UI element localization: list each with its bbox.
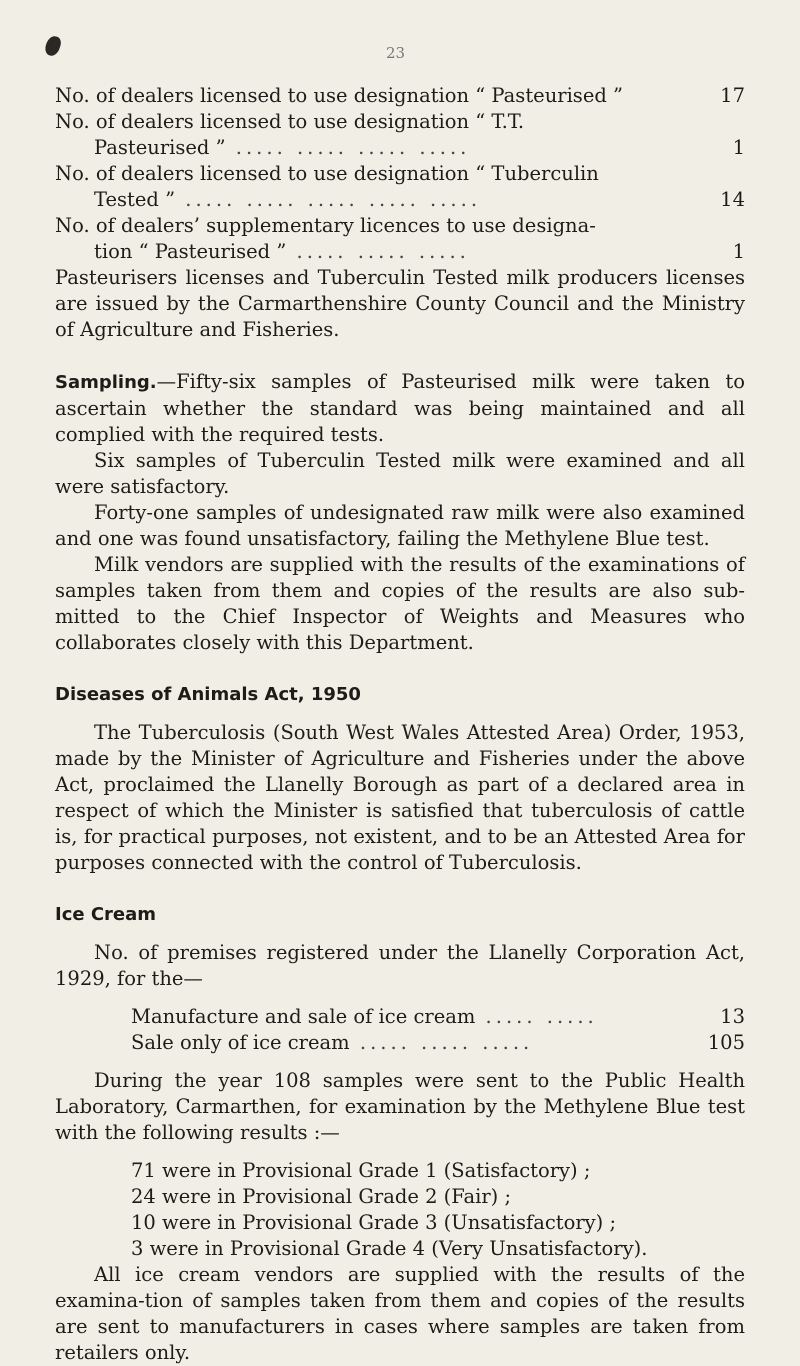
registration-value: 105 [707,1031,745,1054]
section-heading-diseases: Diseases of Animals Act, 1950 [55,684,361,705]
document-body [55,83,745,1366]
grade-item: 10 were in Provisional Grade 3 (Unsatisfactory) ; [131,1211,617,1234]
sampling-paragraph: Six samples of Tuberculin Tested milk were examined and all were satisfactory. [55,449,745,498]
leader-dots: ..... ..... ..... [286,240,470,263]
registration-row [55,1004,745,1030]
leader-dots: ..... ..... ..... ..... [225,136,471,159]
sampling-paragraph: Forty-one samples of undesignated raw milk were also examined and one was found unsatisfactory, failing the Methylene Blue test. [55,501,745,550]
licence-note: Pasteurisers licenses and Tuberculin Tested milk producers licenses are issued by the Carmarthenshire County Council and the Ministry of Agriculture and Fisheries. [55,266,745,341]
licence-row [55,83,745,109]
licence-label: No. of dealers’ supplementary licences to use designa- [55,214,596,237]
ice-cream-samples-text: During the year 108 samples were sent to the Public Health Laboratory, Carmarthen, for examination by the Methylene Blue test with the following results :— [55,1069,745,1144]
sampling-paragraph [55,369,745,448]
licence-value: 1 [732,136,745,159]
ice-cream-closing: All ice cream vendors are supplied with the results of the examina-tion of samples taken from them and copies of the results are sent to manufacturers in cases where samples are taken from retailers only. [55,1263,745,1364]
registration-label: Manufacture and sale of ice cream [131,1005,476,1028]
sampling-heading: Sampling. [55,372,157,393]
registration-row [55,1030,745,1056]
licence-label-cont: tion “ Pasteurised ” [94,240,287,263]
licence-label: No. of dealers licensed to use designation “ Tuberculin [55,162,599,185]
licence-value: 1 [732,240,745,263]
page-number: 23 [386,44,406,62]
ink-blot [43,34,62,57]
grade-item: 71 were in Provisional Grade 1 (Satisfactory) ; [131,1159,591,1182]
licence-label: No. of dealers licensed to use designation “ T.T. [55,110,525,133]
ice-cream-intro: No. of premises registered under the Llanelly Corporation Act, 1929, for the— [55,941,745,990]
licence-label-cont: Pasteurised ” [94,136,226,159]
leader-dots: ..... ..... [475,1005,598,1028]
licence-row [55,161,745,213]
licence-label-cont: Tested ” [94,188,176,211]
licence-value: 14 [720,188,745,211]
leader-dots: ..... ..... ..... [349,1031,534,1054]
grade-item: 3 were in Provisional Grade 4 (Very Unsatisfactory). [131,1237,648,1260]
sampling-paragraph: Milk vendors are supplied with the results of the examinations of samples taken from them and copies of the results are also sub-mitted to the Chief Inspector of Weights and Measures who collaborates closely with this Department. [55,553,745,654]
registration-value: 13 [720,1005,745,1028]
section-heading-ice-cream: Ice Cream [55,904,157,925]
grade-list [55,1158,745,1262]
licence-value: 17 [720,84,745,107]
registration-label: Sale only of ice cream [131,1031,350,1054]
leader-dots: ..... ..... ..... ..... ..... [175,188,482,211]
licence-row [55,213,745,265]
diseases-paragraph: The Tuberculosis (South West Wales Attested Area) Order, 1953, made by the Minister of Agriculture and Fisheries under the above Act, proclaimed the Llanelly Borough as part of a declared area in respect of which the Minister is satisfied that tuberculosis of cattle is, for practical purposes, not existent, and to be an Attested Area for purposes connected with the control of Tuberculosis. [55,721,745,874]
sampling-text: —Fifty-six samples of Pasteurised milk were taken to ascertain whether the standard was being maintained and all complied with the required tests. [55,370,745,446]
licence-row [55,109,745,161]
licence-label: No. of dealers licensed to use designation “ Pasteurised ” [55,84,624,107]
grade-item: 24 were in Provisional Grade 2 (Fair) ; [131,1185,512,1208]
